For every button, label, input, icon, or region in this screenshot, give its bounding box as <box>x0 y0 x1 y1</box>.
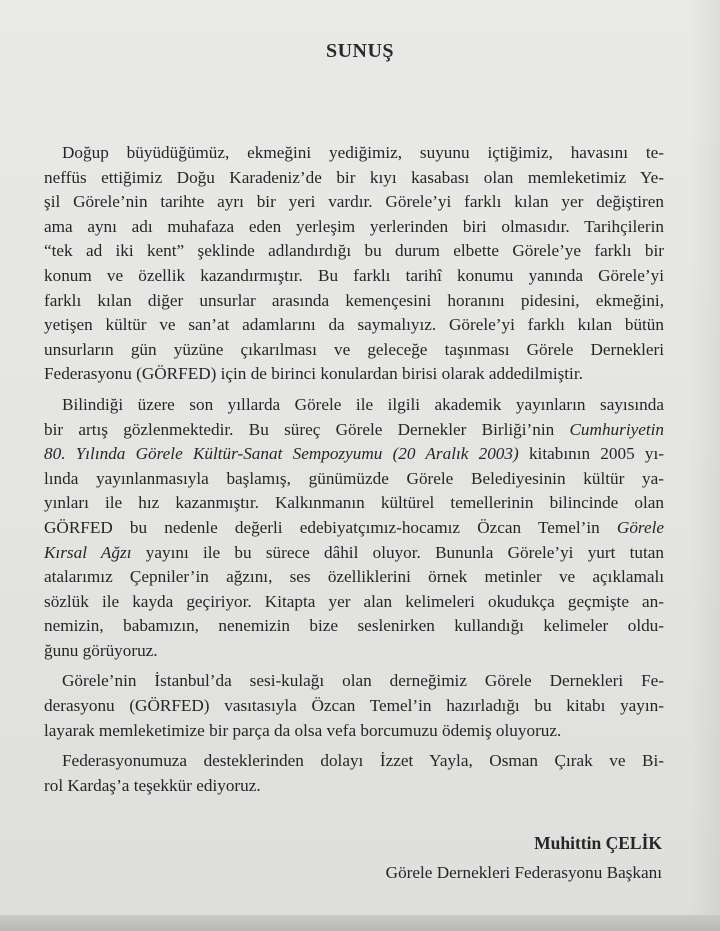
text-run: Federasyonumuza desteklerinden dolayı İzzet Yayla, Osman Çırak ve Bi- <box>62 751 664 771</box>
text-line <box>44 541 664 566</box>
text-run: ğunu görüyoruz. <box>44 640 158 660</box>
signature-name: Muhittin ÇELİK <box>534 833 662 853</box>
text-line <box>44 614 664 639</box>
text-run: ama aynı adı muhafaza eden yerleşim yerlerinden biri olmasıdır. Tarihçilerin <box>44 216 664 236</box>
italic-text: Kırsal Ağzı <box>44 542 132 562</box>
text-line <box>44 215 664 240</box>
text-line <box>44 289 664 314</box>
page-bottom-edge <box>0 915 720 931</box>
text-run: atalarımız Çepniler’in ağzını, ses özelliklerini örnek metinler ve açıklamalı <box>44 567 664 587</box>
text-line <box>44 418 664 443</box>
text-line <box>44 749 664 774</box>
page-edge-shadow <box>690 0 720 931</box>
text-run: layarak memleketimize bir parça da olsa vefa borcumuzu ödemiş oluyoruz. <box>44 720 562 740</box>
paragraph <box>44 141 664 387</box>
text-run: yetişen kültür ve san’at adamlarını da saymalıyız. Görele’yi farklı kılan bütün <box>44 315 664 335</box>
text-line <box>44 639 664 664</box>
page-title: SUNUŞ <box>325 40 395 62</box>
text-line <box>44 362 664 387</box>
text-run: Bilindiği üzere son yıllarda Görele ile ilgili akademik yayınların sayısında <box>62 394 664 414</box>
text-line <box>44 774 664 799</box>
text-line <box>44 694 664 719</box>
text-line <box>44 313 664 338</box>
text-run: unsurların gün yüzüne çıkarılması ve geleceğe taşınması Görele Dernekleri <box>44 339 664 359</box>
text-line <box>44 565 664 590</box>
text-line <box>44 516 664 541</box>
text-run: neffüs ettiğimiz Doğu Karadeniz’de bir kıyı kasabası olan memleketimiz Ye- <box>44 167 664 187</box>
italic-text: 80. Yılında Görele Kültür-Sanat Sempozyumu (20 Aralık 2003) <box>44 444 519 464</box>
text-line <box>44 338 664 363</box>
text-run: Doğup büyüdüğümüz, ekmeğini yediğimiz, suyunu içtiğimiz, havasını te- <box>62 143 664 162</box>
italic-text: Cumhuriyetin <box>569 419 664 439</box>
signature-block <box>386 831 662 887</box>
signature-title: Görele Dernekleri Federasyonu Başkanı <box>385 863 662 882</box>
text-line <box>44 719 664 744</box>
text-run: “tek ad iki kent” şeklinde adlandırdığı bu durum elbette Görele’ye farklı bir <box>44 241 664 261</box>
text-line <box>44 141 664 166</box>
text-run: şil Görele’nin tarihte ayrı bir yeri vardır. Görele’yi farklı kılan yer değiştiren <box>44 192 664 212</box>
text-run: bir artış gözlenmektedir. Bu süreç Görele Dernekler Birliği’nin <box>44 419 570 439</box>
text-run: rol Kardaş’a teşekkür ediyoruz. <box>44 775 261 795</box>
text-run: sözlük ile kayda geçiriyor. Kitapta yer alan kelimeleri okudukça geçmişte an- <box>44 591 664 611</box>
text-line <box>44 264 664 289</box>
text-run: derasyonu (GÖRFED) vasıtasıyla Özcan Temel’in hazırladığı bu kitabı yayın- <box>44 696 664 716</box>
italic-text: Görele <box>616 517 664 537</box>
text-run: yayını ile bu sürece dâhil oluyor. Bununla Görele’yi yurt tutan <box>131 542 665 562</box>
paragraph <box>44 669 664 743</box>
paragraph <box>44 749 664 798</box>
text-line <box>44 166 664 191</box>
text-line <box>44 239 664 264</box>
text-run: lında yayınlanmasıyla başlamış, günümüzde Görele Belediyesinin kültür ya- <box>44 468 664 488</box>
paragraph <box>44 393 664 664</box>
text-run: konum ve özellik kazandırmıştır. Bu farklı tarihî konumu yanında Görele’yi <box>44 265 664 285</box>
text-run: farklı kılan diğer unsurlar arasında kemençesini horanını pidesini, ekmeğini, <box>44 290 664 310</box>
text-run: yınları ile hız kazanmıştır. Kalkınmanın kültürel temellerinin bilincinde olan <box>44 493 664 513</box>
text-line <box>44 190 664 215</box>
text-run: GÖRFED bu nedenle değerli edebiyatçımız-hocamız Özcan Temel’in <box>44 517 617 537</box>
text-line <box>44 442 664 467</box>
text-run: nemizin, babamızın, nenemizin bize seslenirken kullandığı kelimeler oldu- <box>44 616 664 636</box>
text-run: kitabının 2005 yı- <box>518 444 664 464</box>
text-line <box>44 467 664 492</box>
text-line <box>44 669 664 694</box>
text-line <box>44 590 664 615</box>
text-run: Federasyonu (GÖRFED) için de birinci konulardan birisi olarak addedilmiştir. <box>44 364 583 384</box>
text-line <box>44 491 664 516</box>
body-text <box>44 141 664 798</box>
text-run: Görele’nin İstanbul’da sesi-kulağı olan derneğimiz Görele Dernekleri Fe- <box>62 671 664 691</box>
text-line <box>44 393 664 418</box>
